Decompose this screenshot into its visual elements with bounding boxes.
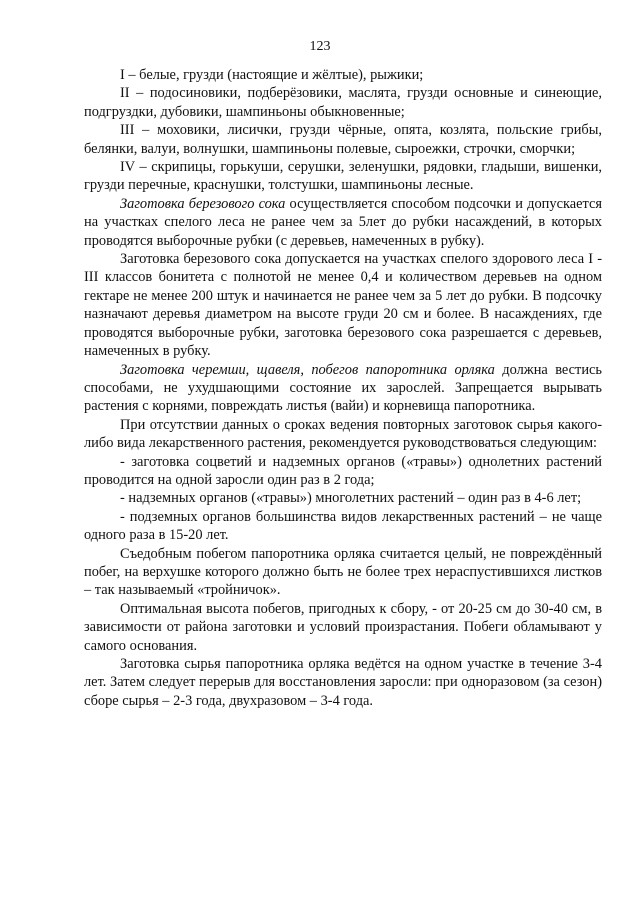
paragraph-category-2	[84, 84, 602, 121]
paragraph-text: - подземных органов большинства видов лекарственных растений – не чаще одного раза в 15-20 лет.	[84, 508, 602, 544]
paragraph-birch-sap	[84, 195, 602, 250]
italic-term: Заготовка черемши, щавеля, побегов папоротника орляка	[120, 361, 495, 378]
paragraph-optimal-height	[84, 600, 602, 655]
body-text	[84, 66, 602, 710]
paragraph-text: Заготовка сырья папоротника орляка ведётся на одном участке в течение 3-4 лет. Затем следует перерыв для восстановления заросли: при одноразовом (за сезон) сборе сырья – 2-3 года, двухразовом – 3-4 года.	[84, 656, 602, 709]
paragraph-text: IV – скрипицы, горькуши, серушки, зеленушки, рядовки, гладыши, вишенки, грузди перечные, краснушки, толстушки, шампиньоны лесные.	[84, 159, 602, 194]
paragraph-category-4	[84, 158, 602, 195]
list-item-perennial	[84, 489, 602, 507]
list-item-underground	[84, 508, 602, 545]
paragraph-text: должна вестись способами, не ухудшающими состояние их зарослей. Запрещается вырывать растения с корнями, повреждать листья (вайи) и корневища папоротника.	[84, 361, 602, 415]
paragraph-text: - надземных органов («травы») многолетних растений – один раз в 4-6 лет;	[120, 490, 582, 507]
paragraph-text: Съедобным побегом папоротника орляка считается целый, не повреждённый побег, на верхушке которого должно быть не более трех нераспустившихся листков – так называемый «тройничок».	[84, 545, 602, 599]
paragraph-text: Оптимальная высота побегов, пригодных к сбору, - от 20-25 см до 30-40 см, в зависимости от района заготовки и условий произрастания. Побеги обламывают у самого основания.	[84, 600, 602, 654]
paragraph-text: Заготовка березового сока допускается на участках спелого здорового леса I - III классов бонитета с полнотой не менее 0,4 и количеством деревьев на одном гектаре не менее 200 штук и начинается не ранее чем за 5 лет до рубки. В подсочку назначают деревья диаметром на высоте груди 20 см и более. В насаждениях, где проводятся выборочные рубки, заготовка березового сока разрешается с деревьев, намеченных в рубку.	[84, 251, 602, 360]
paragraph-category-3	[84, 121, 602, 158]
page-number: 123	[309, 39, 331, 54]
paragraph-text: II – подосиновики, подберёзовики, маслята, грузди основные и синеющие, подгруздки, дубовики, шампиньоны обыкновенные;	[84, 85, 602, 120]
paragraph-harvest-period	[84, 655, 602, 710]
paragraph-text: III – моховики, лисички, грузди чёрные, опята, козлята, польские грибы, белянки, валуи, волнушки, шампиньоны полевые, сыроежки, строчки, сморчки;	[84, 122, 602, 157]
paragraph-category-1	[84, 66, 602, 84]
italic-term: Заготовка березового сока	[120, 195, 286, 212]
paragraph-ramson-sorrel-bracken	[84, 361, 602, 416]
paragraph-edible-shoot	[84, 545, 602, 600]
list-item-annual	[84, 453, 602, 490]
paragraph-text: осуществляется способом подсочки и допускается на участках спелого леса не ранее чем за 5лет до рубки насаждений, в которых проводятся выборочные рубки (с деревьев, намеченных в рубку).	[84, 195, 602, 249]
paragraph-text: I – белые, грузди (настоящие и жёлтые), рыжики;	[120, 67, 424, 83]
paragraph-text: - заготовка соцветий и надземных органов («травы») однолетних растений проводится на одной заросли один раз в 2 года;	[84, 453, 602, 488]
paragraph-text: При отсутствии данных о сроках ведения повторных заготовок сырья какого-либо вида лекарственного растения, рекомендуется руководствоваться следующим:	[84, 416, 602, 452]
paragraph-birch-sap-conditions	[84, 250, 602, 360]
paragraph-medicinal-intro	[84, 416, 602, 453]
